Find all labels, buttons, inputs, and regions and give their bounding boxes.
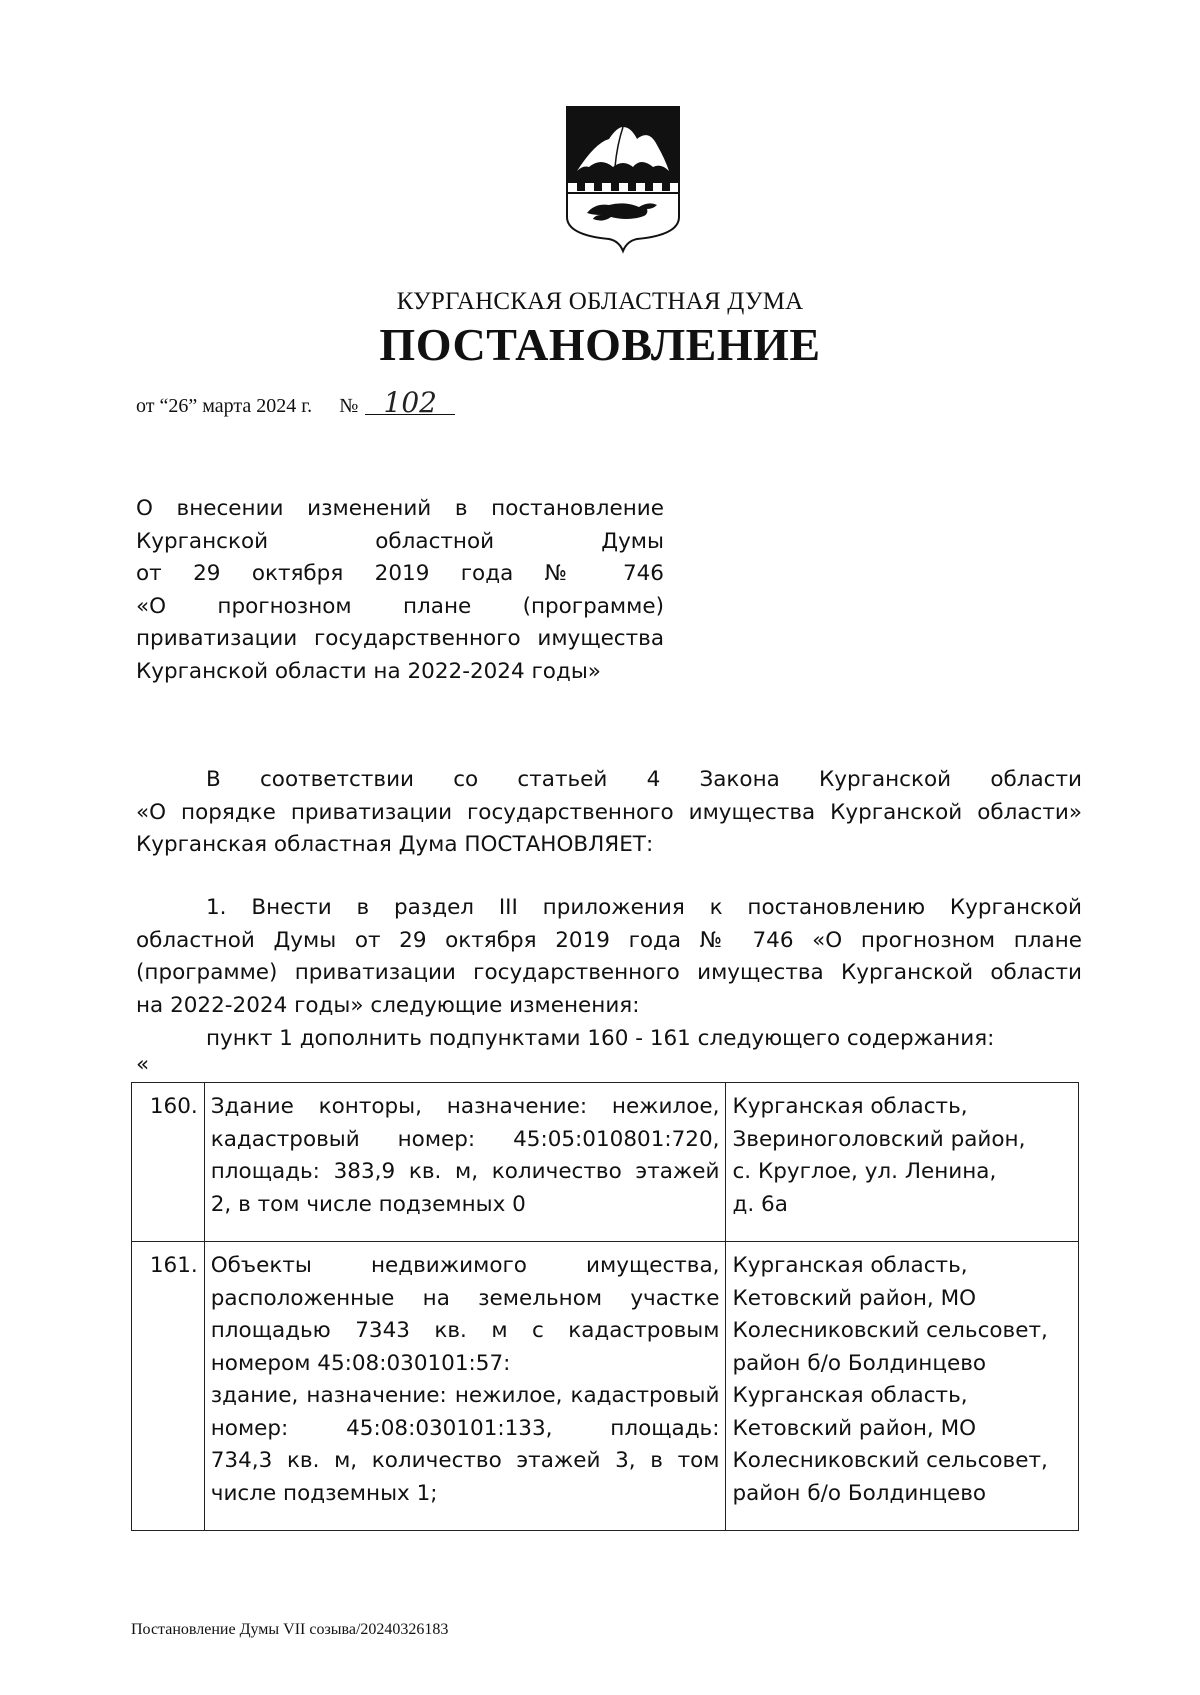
address-line: Курганская область, bbox=[732, 1383, 968, 1408]
paragraph-line: 1. Внести в раздел III приложения к постановлению Курганской bbox=[206, 895, 1082, 920]
address-line: Кетовский район, МО bbox=[732, 1415, 977, 1441]
table-row bbox=[132, 1242, 1079, 1531]
number-label: № bbox=[339, 395, 359, 417]
address-line: Звериноголовский район, bbox=[732, 1126, 1026, 1152]
property-description bbox=[204, 1083, 726, 1242]
description-line: номер: 45:08:030101:133, площадь: bbox=[210, 1415, 720, 1441]
row-number: 160. bbox=[132, 1083, 205, 1242]
description-line: расположенные на земельном участке bbox=[210, 1285, 720, 1311]
address-line: Колесниковский сельсовет, bbox=[732, 1448, 1048, 1473]
subject-line: от 29 октября 2019 года № 746 bbox=[136, 561, 664, 586]
address-line: Колесниковский сельсовет, bbox=[732, 1318, 1048, 1343]
paragraph-line: Курганская областная Дума ПОСТАНОВЛЯЕТ: bbox=[136, 832, 654, 857]
description-line: кадастровый номер: 45:05:010801:720, bbox=[210, 1126, 720, 1152]
preamble-paragraph bbox=[136, 764, 1082, 862]
subject-line: «О прогнозном плане (программе) bbox=[136, 593, 664, 619]
address-line: д. 6а bbox=[732, 1191, 788, 1217]
document-date: “26” марта 2024 г. bbox=[159, 395, 313, 417]
paragraph-line: (программе) приватизации государственного имущества Курганской области bbox=[136, 960, 1082, 985]
paragraph-line: «О порядке приватизации государственного имущества Курганской области» bbox=[136, 799, 1082, 825]
document-subject bbox=[136, 493, 664, 688]
date-prefix: от bbox=[136, 395, 155, 417]
address-line: Курганская область, bbox=[732, 1253, 968, 1278]
property-description bbox=[204, 1242, 726, 1531]
subject-line: Курганской областной Думы bbox=[136, 528, 664, 554]
subject-line: приватизации государственного имущества bbox=[136, 626, 664, 651]
paragraph-line: В соответствии со статьей 4 Закона Курганской области bbox=[206, 767, 1082, 792]
document-number-handwritten: 102 bbox=[365, 392, 455, 415]
coat-of-arms-emblem bbox=[565, 105, 681, 255]
date-number-line bbox=[136, 386, 455, 419]
property-table bbox=[131, 1082, 1079, 1531]
description-line: 2, в том числе подземных 0 bbox=[210, 1191, 526, 1217]
table-row bbox=[132, 1083, 1079, 1242]
document-type-title: ПОСТАНОВЛЕНИЕ bbox=[379, 319, 821, 370]
paragraph-line: на 2022-2024 годы» следующие изменения: bbox=[136, 992, 640, 1018]
address-line: с. Круглое, ул. Ленина, bbox=[732, 1159, 997, 1184]
document-footer: Постановление Думы VII созыва/20240326183 bbox=[131, 1621, 449, 1638]
description-line: здание, назначение: нежилое, кадастровый bbox=[210, 1383, 720, 1408]
property-address bbox=[726, 1242, 1079, 1531]
description-line: площадью 7343 кв. м с кадастровым bbox=[210, 1318, 720, 1343]
paragraph-line: областной Думы от 29 октября 2019 года № 746 «О прогнозном плане bbox=[136, 927, 1082, 953]
description-line: номером 45:08:030101:57: bbox=[210, 1350, 511, 1376]
address-line: район б/о Болдинцево bbox=[732, 1480, 987, 1506]
description-line: Объекты недвижимого имущества, bbox=[210, 1253, 720, 1278]
row-number: 161. bbox=[132, 1242, 205, 1531]
clause-1-subparagraph: пункт 1 дополнить подпунктами 160 - 161 следующего содержания: bbox=[206, 1026, 995, 1051]
address-line: Кетовский район, МО bbox=[732, 1285, 977, 1311]
description-line: площадь: 383,9 кв. м, количество этажей bbox=[210, 1159, 720, 1184]
subject-line: О внесении изменений в постановление bbox=[136, 496, 664, 521]
opening-quote: « bbox=[136, 1052, 150, 1077]
subject-line: Курганской области на 2022-2024 годы» bbox=[136, 658, 601, 684]
organization-title: КУРГАНСКАЯ ОБЛАСТНАЯ ДУМА bbox=[396, 288, 804, 315]
kurgan-region-coat-of-arms-icon bbox=[565, 105, 681, 255]
address-line: район б/о Болдинцево bbox=[732, 1350, 987, 1376]
description-line: 734,3 кв. м, количество этажей 3, в том bbox=[210, 1448, 720, 1473]
clause-1-paragraph bbox=[136, 892, 1082, 1022]
address-line: Курганская область, bbox=[732, 1094, 968, 1119]
property-address bbox=[726, 1083, 1079, 1242]
description-line: числе подземных 1; bbox=[210, 1480, 438, 1506]
description-line: Здание конторы, назначение: нежилое, bbox=[210, 1094, 720, 1119]
